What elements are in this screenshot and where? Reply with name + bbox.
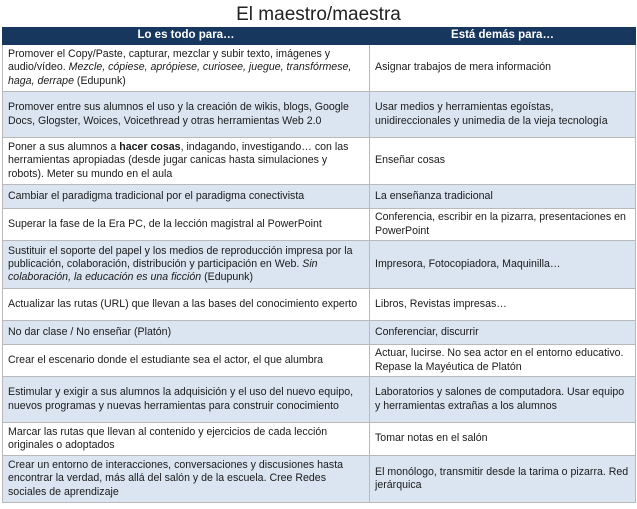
table-row (3, 377, 636, 423)
table-row (3, 92, 636, 138)
cell-lo-es-todo (3, 345, 370, 377)
cell-text-part: (Edupunk) (73, 74, 126, 87)
cell-esta-demas: Laboratorios y salones de computadora. Usar equipo y herramientas extrañas a los alumnos (370, 377, 636, 423)
cell-text-part: Cambiar el paradigma tradicional por el paradigma conectivista (8, 189, 305, 202)
cell-text-part: (Edupunk) (201, 271, 253, 284)
table-row (3, 321, 636, 345)
cell-esta-demas: Impresora, Fotocopiadora, Maquinilla… (370, 241, 636, 289)
cell-lo-es-todo (3, 92, 370, 138)
cell-esta-demas: Conferenciar, discurrir (370, 321, 636, 345)
cell-lo-es-todo (3, 377, 370, 423)
cell-esta-demas: Tomar notas en el salón (370, 423, 636, 456)
cell-lo-es-todo (3, 289, 370, 321)
cell-esta-demas: Libros, Revistas impresas… (370, 289, 636, 321)
cell-text-part: Promover entre sus alumnos el uso y la creación de wikis, blogs, Google Docs, Glogster, Woices, Voicethread y otras herramientas Web 2.0 (8, 101, 349, 127)
cell-esta-demas: Actuar, lucirse. No sea actor en el entorno educativo. Repase la Mayéutica de Platón (370, 345, 636, 377)
cell-text-part: Sustituir el soporte del papel y los medios de reproducción impresa por la publicación, colaboración, distribución y participación en Web. (8, 244, 353, 270)
cell-esta-demas: Usar medios y herramientas egoístas, unidireccionales y unimedia de la vieja tecnología (370, 92, 636, 138)
table-row (3, 423, 636, 456)
page-title: El maestro/maestra (236, 4, 401, 25)
cell-text-part: No dar clase / No enseñar (Platón) (8, 325, 172, 338)
cell-lo-es-todo (3, 185, 370, 209)
cell-text-part: Superar la fase de la Era PC, de la lección magistral al PowerPoint (8, 217, 322, 230)
cell-text-part: Actualizar las rutas (URL) que llevan a las bases del conocimiento experto (8, 297, 358, 310)
cell-text-part: hacer cosas (119, 141, 181, 154)
comparison-table (2, 27, 636, 503)
cell-text-part: Crear el escenario donde el estudiante sea el actor, el que alumbra (8, 353, 324, 366)
cell-esta-demas: El monólogo, transmitir desde la tarima o pizarra. Red jerárquica (370, 456, 636, 503)
cell-esta-demas: Enseñar cosas (370, 138, 636, 185)
cell-lo-es-todo (3, 321, 370, 345)
cell-lo-es-todo (3, 456, 370, 503)
cell-text-part: Estimular y exigir a sus alumnos la adquisición y el uso del nuevo equipo, nuevos programas y nuevas herramientas para construir conocimiento (8, 386, 354, 412)
header-lo-es-todo: Lo es todo para… (3, 28, 370, 45)
cell-text-part: , indagando, investigando… con las herramientas apropiadas (desde jugar canicas hasta simulaciones y robots). Meter su mundo en el aula (8, 141, 349, 180)
cell-text-part: Mezcle, cópiese, aprópiese, curiosee, juegue, transfórmese, haga, derrape (8, 61, 352, 87)
cell-text-part: Poner a sus alumnos a (8, 141, 120, 154)
cell-lo-es-todo (3, 138, 370, 185)
table-row (3, 456, 636, 503)
cell-esta-demas: Conferencia, escribir en la pizarra, presentaciones en PowerPoint (370, 209, 636, 241)
cell-text-part: Sin colaboración, la educación es una ficción (8, 257, 318, 284)
cell-esta-demas: La enseñanza tradicional (370, 185, 636, 209)
table-row (3, 138, 636, 185)
table-row (3, 45, 636, 92)
cell-text-part: Promover el Copy/Paste, capturar, mezclar y subir texto, imágenes y audio/vídeo. (8, 48, 331, 74)
cell-lo-es-todo (3, 45, 370, 92)
table-header-row (3, 28, 636, 45)
header-esta-demas: Está demás para… (370, 28, 636, 45)
table-row (3, 345, 636, 377)
cell-text-part: Crear un entorno de interacciones, conversaciones y discusiones hasta encontrar la verdad, más allá del salón y de la escuela. Cree Redes sociales de aprendizaje (8, 459, 344, 498)
table-row (3, 289, 636, 321)
cell-text-part: Marcar las rutas que llevan al contenido y ejercicios de cada lección originales o adoptados (8, 425, 328, 451)
table-body (3, 45, 636, 503)
cell-lo-es-todo (3, 241, 370, 289)
cell-esta-demas: Asignar trabajos de mera información (370, 45, 636, 92)
table-row (3, 241, 636, 289)
cell-lo-es-todo (3, 423, 370, 456)
cell-lo-es-todo (3, 209, 370, 241)
table-row (3, 209, 636, 241)
table-row (3, 185, 636, 209)
